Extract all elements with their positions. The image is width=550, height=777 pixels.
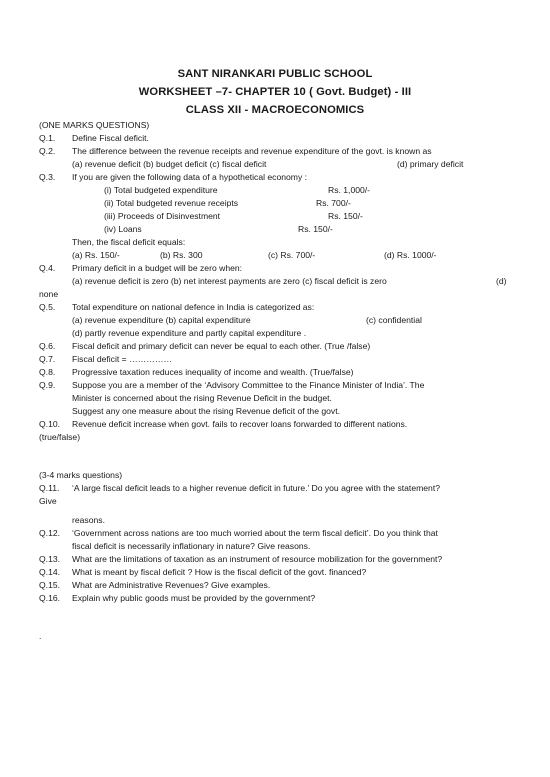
question-option: (d) xyxy=(496,276,507,286)
data-item-value: Rs. 1,000/- xyxy=(328,185,371,195)
data-item-label: (ii) Total budgeted revenue receipts xyxy=(104,198,239,208)
question-number: Q.5. xyxy=(39,302,56,312)
question-options: (a) revenue deficit (b) budget deficit (c) fiscal deficit xyxy=(72,159,267,169)
question-text: Total expenditure on national defence in India is categorized as: xyxy=(72,302,315,312)
question-number: Q.10. xyxy=(39,419,61,429)
question-text: What is meant by fiscal deficit ? How is the fiscal deficit of the govt. financed? xyxy=(72,567,367,577)
question-option: (b) Rs. 300 xyxy=(160,250,203,260)
question-number: Q.6. xyxy=(39,341,56,351)
question-option: (d) partly revenue expenditure and partly capital expenditure . xyxy=(72,328,307,338)
data-item-label: (iii) Proceeds of Disinvestment xyxy=(104,211,221,221)
question-text: What are Administrative Revenues? Give examples. xyxy=(72,580,271,590)
worksheet-title: WORKSHEET –7- CHAPTER 10 ( Govt. Budget) - III xyxy=(138,86,412,98)
question-text-continued: Give xyxy=(39,496,57,506)
question-number: Q.1. xyxy=(39,133,56,143)
data-item-value: Rs. 150/- xyxy=(328,211,363,221)
question-number: Q.16. xyxy=(39,593,61,603)
question-option-continued: none xyxy=(39,289,59,299)
question-text: Suppose you are a member of the ‘Advisory Committee to the Finance Minister of India’. The xyxy=(72,380,425,390)
question-number: Q.15. xyxy=(39,580,61,590)
question-text: ‘Government across nations are too much worried about the term fiscal deficit’. Do you think that xyxy=(72,528,438,538)
question-text: Suggest any one measure about the rising Revenue deficit of the govt. xyxy=(72,406,341,416)
class-title: CLASS XII - MACROECONOMICS xyxy=(185,104,365,116)
question-number: Q.13. xyxy=(39,554,61,564)
question-text: What are the limitations of taxation as an instrument of resource mobilization for the government? xyxy=(72,554,443,564)
question-number: Q.12. xyxy=(39,528,61,538)
question-text: Fiscal deficit = …………… xyxy=(72,354,173,364)
question-option: (d) primary deficit xyxy=(397,159,464,169)
question-text: If you are given the following data of a hypothetical economy : xyxy=(72,172,308,182)
question-option: (c) Rs. 700/- xyxy=(268,250,316,260)
section-long-answer-title: (3-4 marks questions) xyxy=(39,470,123,480)
question-text-continued: reasons. xyxy=(72,515,105,525)
section-one-marks-title: (ONE MARKS QUESTIONS) xyxy=(39,120,150,130)
question-option: (d) Rs. 1000/- xyxy=(384,250,437,260)
question-text: Primary deficit in a budget will be zero when: xyxy=(72,263,243,273)
question-text: Minister is concerned about the rising Revenue Deficit in the budget. xyxy=(72,393,332,403)
question-text: The difference between the revenue receipts and revenue expenditure of the govt. is known as xyxy=(72,146,432,156)
data-item-label: (i) Total budgeted expenditure xyxy=(104,185,218,195)
school-name: SANT NIRANKARI PUBLIC SCHOOL xyxy=(177,68,373,80)
question-option: (a) Rs. 150/- xyxy=(72,250,120,260)
question-text: Define Fiscal deficit. xyxy=(72,133,149,143)
question-number: Q.2. xyxy=(39,146,56,156)
end-mark: . xyxy=(39,631,42,641)
question-text: ‘A large fiscal deficit leads to a higher revenue deficit in future.’ Do you agree with the statement? xyxy=(72,483,440,493)
question-text: Explain why public goods must be provided by the government? xyxy=(72,593,316,603)
question-text-continued: (true/false) xyxy=(39,432,81,442)
question-number: Q.8. xyxy=(39,367,56,377)
question-text: Fiscal deficit and primary deficit can never be equal to each other. (True /false) xyxy=(72,341,371,351)
question-text: Revenue deficit increase when govt. fails to recover loans forwarded to different nations. xyxy=(72,419,408,429)
question-subtext: Then, the fiscal deficit equals: xyxy=(72,237,186,247)
question-option: (c) confidential xyxy=(366,315,422,325)
question-number: Q.4. xyxy=(39,263,56,273)
data-item-label: (iv) Loans xyxy=(104,224,142,234)
data-item-value: Rs. 150/- xyxy=(298,224,333,234)
question-number: Q.14. xyxy=(39,567,61,577)
question-options: (a) revenue deficit is zero (b) net interest payments are zero (c) fiscal deficit is zero xyxy=(72,276,387,286)
question-number: Q.9. xyxy=(39,380,56,390)
question-number: Q.7. xyxy=(39,354,56,364)
question-text: Progressive taxation reduces inequality of income and wealth. (True/false) xyxy=(72,367,354,377)
question-options: (a) revenue expenditure (b) capital expenditure xyxy=(72,315,251,325)
question-number: Q.11. xyxy=(39,483,60,493)
question-number: Q.3. xyxy=(39,172,56,182)
question-text-continued: fiscal deficit is necessarily inflationary in nature? Give reasons. xyxy=(72,541,311,551)
data-item-value: Rs. 700/- xyxy=(316,198,351,208)
